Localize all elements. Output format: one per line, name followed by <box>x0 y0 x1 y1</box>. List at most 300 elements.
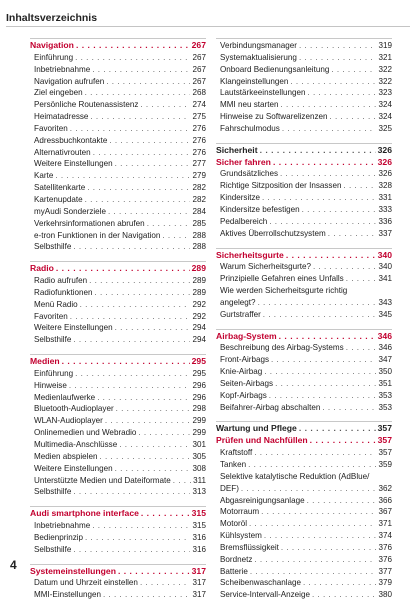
dot-leader <box>73 544 190 556</box>
toc-chapter-page: 346 <box>377 330 392 341</box>
section-divider <box>216 329 392 330</box>
dot-leader <box>140 99 190 111</box>
toc-section <box>30 564 206 602</box>
toc-column-left <box>30 38 206 609</box>
toc-entry[interactable] <box>30 194 206 206</box>
toc-entry[interactable] <box>216 495 392 507</box>
toc-entry-page: 294 <box>192 335 206 345</box>
toc-entry[interactable] <box>216 87 392 99</box>
toc-entry-label: Fahrschulmodus <box>220 123 280 133</box>
toc-chapter[interactable] <box>30 356 206 368</box>
dot-leader <box>282 123 377 135</box>
toc-entry-label: Alternativrouten <box>34 147 91 157</box>
dot-leader <box>299 423 376 435</box>
toc-entry-label: Service-Intervall-Anzeige <box>220 590 310 600</box>
dot-leader <box>56 263 190 275</box>
dot-leader <box>173 475 191 487</box>
dot-leader <box>254 447 376 459</box>
toc-entry[interactable] <box>30 532 206 544</box>
toc-part[interactable] <box>216 145 392 157</box>
toc-entry[interactable] <box>216 366 392 378</box>
toc-entry-label: Selbsthilfe <box>34 242 72 252</box>
dot-leader <box>313 261 376 273</box>
toc-entry-page: 292 <box>192 299 206 309</box>
toc-entry[interactable] <box>30 439 206 451</box>
dot-leader <box>90 111 190 123</box>
dot-leader <box>115 158 191 170</box>
toc-entry-label: Kraftstoff <box>220 448 253 458</box>
dot-leader <box>109 135 190 147</box>
toc-entry[interactable] <box>216 554 392 566</box>
dot-leader <box>258 297 377 309</box>
dot-leader <box>308 87 377 99</box>
toc-entry[interactable] <box>30 415 206 427</box>
dot-leader <box>138 427 190 439</box>
toc-entry[interactable] <box>216 577 392 589</box>
dot-leader <box>70 123 191 135</box>
toc-entry[interactable] <box>30 403 206 415</box>
toc-entry-label: Selbsthilfe <box>34 335 72 345</box>
toc-entry-page: 289 <box>192 287 206 297</box>
toc-entry[interactable] <box>30 368 206 380</box>
toc-entry[interactable] <box>216 542 392 554</box>
toc-entry[interactable] <box>216 390 392 402</box>
toc-chapter[interactable] <box>216 435 392 447</box>
dot-leader <box>141 508 190 520</box>
toc-entry-label: Inbetriebnahme <box>34 521 91 531</box>
toc-entry-label: Motoröl <box>220 519 247 529</box>
toc-entry-page: 341 <box>378 274 392 284</box>
toc-entry-page: 282 <box>192 194 206 204</box>
dot-leader <box>241 483 377 495</box>
toc-entry-line[interactable] <box>216 471 392 483</box>
toc-section <box>216 248 392 321</box>
toc-chapter[interactable] <box>30 263 206 275</box>
toc-entry[interactable] <box>216 123 392 135</box>
toc-entry[interactable] <box>216 483 392 495</box>
toc-entry-page: 288 <box>192 242 206 252</box>
toc-entry-page: 324 <box>378 100 392 110</box>
toc-entry[interactable] <box>30 135 206 147</box>
toc-chapter-label: Audi smartphone interface <box>30 508 139 519</box>
toc-entry-page: 321 <box>378 52 392 62</box>
dot-leader <box>73 486 190 498</box>
toc-entry-label: Selbsthilfe <box>34 487 72 497</box>
dot-leader <box>85 532 190 544</box>
dot-leader <box>106 76 190 88</box>
toc-chapter-label: Sicher fahren <box>216 156 271 167</box>
section-divider <box>30 506 206 507</box>
toc-entry-label: Kartenupdate <box>34 194 83 204</box>
toc-entry-label: Multimedia-Anschlüsse <box>34 440 118 449</box>
dot-leader <box>92 64 190 76</box>
toc-entry-line-label: Wie werden Sicherheitsgurte richtig <box>220 286 348 296</box>
toc-part-label: Wartung und Pflege <box>216 423 297 434</box>
toc-chapter[interactable] <box>216 331 392 343</box>
toc-entry[interactable] <box>30 111 206 123</box>
toc-chapter-page: 340 <box>377 249 392 260</box>
toc-entry[interactable] <box>216 204 392 216</box>
toc-entry-label: Persönliche Routenassistenz <box>34 100 139 110</box>
toc-entry[interactable] <box>216 378 392 390</box>
toc-entry[interactable] <box>216 447 392 459</box>
dot-leader <box>62 356 190 368</box>
toc-entry-label: DEF) <box>220 483 239 493</box>
toc-entry-page: 267 <box>192 76 206 86</box>
toc-entry-page: 366 <box>378 495 392 505</box>
toc-entry[interactable] <box>216 566 392 578</box>
toc-entry[interactable] <box>30 299 206 311</box>
toc-entry[interactable] <box>30 427 206 439</box>
toc-entry-page: 377 <box>378 566 392 576</box>
toc-entry[interactable] <box>30 158 206 170</box>
toc-entry-label: MMI-Einstellungen <box>34 590 102 600</box>
toc-entry[interactable] <box>30 287 206 299</box>
toc-entry-line-label: Selektive katalytische Reduktion (AdBlue/ <box>220 471 370 481</box>
dot-leader <box>280 168 376 180</box>
toc-entry-page: 276 <box>192 123 206 133</box>
toc-entry-page: 367 <box>378 507 392 517</box>
toc-entry[interactable] <box>216 180 392 192</box>
toc-chapter-page: 295 <box>191 356 206 367</box>
toc-entry-line[interactable] <box>216 285 392 297</box>
dot-leader <box>343 180 376 192</box>
toc-entry-page: 376 <box>378 542 392 552</box>
toc-entry-page: 324 <box>378 112 392 122</box>
toc-entry-page: 292 <box>192 311 206 321</box>
toc-entry-page: 267 <box>192 52 206 62</box>
toc-entry[interactable] <box>30 52 206 64</box>
toc-entry-label: Kindersitze befestigen <box>220 204 300 214</box>
toc-entry-label: Ziel eingeben <box>34 88 83 98</box>
toc-entry-label: Favoriten <box>34 123 68 133</box>
toc-entry[interactable] <box>30 123 206 135</box>
section-divider <box>30 564 206 565</box>
dot-leader <box>93 147 191 159</box>
toc-entry[interactable] <box>30 99 206 111</box>
toc-entry[interactable] <box>216 273 392 285</box>
header-rule <box>6 26 410 27</box>
toc-chapter[interactable] <box>216 250 392 262</box>
dot-leader <box>103 589 190 601</box>
dot-leader <box>95 287 191 299</box>
toc-section <box>216 143 392 240</box>
toc-entry-label: Datum und Uhrzeit einstellen <box>34 578 138 588</box>
toc-chapter[interactable] <box>30 566 206 578</box>
toc-chapter[interactable] <box>216 157 392 169</box>
toc-entry-page: 322 <box>378 76 392 86</box>
toc-entry[interactable] <box>216 297 392 309</box>
toc-entry[interactable] <box>216 76 392 88</box>
toc-entry[interactable] <box>30 64 206 76</box>
toc-chapter-label: Medien <box>30 356 60 367</box>
toc-entry-page: 325 <box>378 123 392 133</box>
toc-entry-page: 345 <box>378 309 392 319</box>
toc-section <box>216 421 392 601</box>
toc-entry-label: Richtige Sitzposition der Insassen <box>220 181 342 191</box>
toc-part-page: 326 <box>377 144 392 155</box>
dot-leader <box>162 230 190 242</box>
dot-leader <box>261 506 376 518</box>
toc-entry[interactable] <box>216 309 392 321</box>
dot-leader <box>73 241 190 253</box>
toc-part[interactable] <box>216 423 392 435</box>
dot-leader <box>271 354 376 366</box>
toc-entry-page: 294 <box>192 323 206 333</box>
toc-entry[interactable] <box>216 518 392 530</box>
toc-part-label: Sicherheit <box>216 144 258 155</box>
toc-entry-page: 296 <box>192 380 206 390</box>
toc-entry-page: 274 <box>192 100 206 110</box>
dot-leader <box>331 64 376 76</box>
toc-entry-page: 347 <box>378 355 392 365</box>
toc-entry[interactable] <box>216 342 392 354</box>
dot-leader <box>286 250 376 262</box>
toc-entry[interactable] <box>216 228 392 240</box>
toc-entry-label: Radiofunktionen <box>34 287 93 297</box>
dot-leader <box>69 380 191 392</box>
toc-entry[interactable] <box>216 402 392 414</box>
toc-entry[interactable] <box>30 544 206 556</box>
section-divider <box>30 261 206 262</box>
toc-entry[interactable] <box>30 520 206 532</box>
toc-entry-label: Batterie <box>220 566 248 576</box>
toc-entry[interactable] <box>216 589 392 601</box>
dot-leader <box>248 459 376 471</box>
toc-entry-label: Aktives Überrollschutzsystem <box>220 228 326 238</box>
toc-entry-label: Selbsthilfe <box>34 544 72 554</box>
toc-entry-label: Seiten-Airbags <box>220 378 274 388</box>
toc-entry-label: Front-Airbags <box>220 355 270 365</box>
dot-leader <box>116 403 191 415</box>
toc-entry-page: 301 <box>192 440 206 449</box>
dot-leader <box>105 415 191 427</box>
toc-entry-label: Einführung <box>34 368 74 378</box>
dot-leader <box>290 76 376 88</box>
toc-chapter-page: 357 <box>377 435 392 446</box>
toc-entry-label: Motorraum <box>220 507 260 517</box>
toc-entry-label: Grundsätzliches <box>220 169 279 179</box>
toc-entry[interactable] <box>216 40 392 52</box>
dot-leader <box>140 577 191 589</box>
dot-leader <box>275 378 376 390</box>
toc-entry-label: Navigation aufrufen <box>34 76 105 86</box>
dot-leader <box>115 322 191 334</box>
toc-entry[interactable] <box>30 322 206 334</box>
dot-leader <box>73 334 190 346</box>
toc-entry[interactable] <box>30 392 206 404</box>
toc-entry-label: Inbetriebnahme <box>34 64 91 74</box>
toc-entry-page: 317 <box>192 578 206 588</box>
toc-entry-label: Menü Radio <box>34 299 78 309</box>
toc-entry-label: Onlinemedien und Webradio <box>34 428 137 438</box>
toc-chapter-page: 289 <box>191 263 206 274</box>
toc-entry-page: 282 <box>192 183 206 193</box>
toc-entry-label: Bordnetz <box>220 554 253 564</box>
toc-entry-page: 275 <box>192 112 206 122</box>
toc-entry-label: Beifahrer-Airbag abschalten <box>220 402 321 412</box>
toc-entry[interactable] <box>30 170 206 182</box>
toc-entry[interactable] <box>30 147 206 159</box>
toc-chapter[interactable] <box>30 40 206 52</box>
toc-entry-page: 305 <box>192 451 206 461</box>
toc-entry-label: Scheibenwaschanlage <box>220 578 301 588</box>
toc-entry-label: MMI neu starten <box>220 100 279 110</box>
dot-leader <box>281 542 377 554</box>
dot-leader <box>346 342 377 354</box>
toc-entry[interactable] <box>216 216 392 228</box>
toc-section <box>216 38 392 135</box>
toc-entry-label: Favoriten <box>34 311 68 321</box>
toc-entry-page: 308 <box>192 463 206 473</box>
toc-entry-label: Beschreibung des Airbag-Systems <box>220 343 344 353</box>
toc-entry-label: Kühlsystem <box>220 531 262 541</box>
toc-entry-page: 359 <box>378 460 392 469</box>
toc-entry[interactable] <box>216 459 392 471</box>
toc-entry-page: 276 <box>192 135 206 145</box>
dot-leader <box>89 275 190 287</box>
toc-entry-label: Pedalbereich <box>220 216 268 226</box>
toc-entry[interactable] <box>30 451 206 463</box>
toc-entry[interactable] <box>30 486 206 498</box>
toc-section <box>30 506 206 555</box>
dot-leader <box>269 390 377 402</box>
toc-entry-page: 313 <box>192 487 206 497</box>
toc-entry-label: Weitere Einstellungen <box>34 463 113 473</box>
dot-leader <box>99 451 190 463</box>
toc-entry[interactable] <box>30 87 206 99</box>
toc-entry[interactable] <box>30 589 206 601</box>
toc-chapter-label: Navigation <box>30 40 74 50</box>
toc-entry-label: Bedienprinzip <box>34 532 84 542</box>
toc-entry[interactable] <box>30 206 206 218</box>
toc-entry-page: 343 <box>378 297 392 307</box>
section-divider <box>216 143 392 144</box>
toc-chapter-label: Sicherheitsgurte <box>216 249 284 260</box>
toc-chapter-page: 267 <box>191 40 206 50</box>
toc-entry-label: Bluetooth-Audioplayer <box>34 404 114 414</box>
toc-entry-label: Weitere Einstellungen <box>34 323 113 333</box>
toc-entry-page: 362 <box>378 483 392 493</box>
toc-entry-label: Kindersitze <box>220 193 261 203</box>
dot-leader <box>75 52 190 64</box>
toc-entry-page: 333 <box>378 204 392 214</box>
dot-leader <box>75 368 190 380</box>
dot-leader <box>328 228 377 240</box>
toc-column-right <box>216 38 392 609</box>
dot-leader <box>302 204 377 216</box>
toc-chapter-label: Airbag-System <box>216 330 277 341</box>
toc-entry[interactable] <box>216 530 392 542</box>
toc-entry[interactable] <box>30 311 206 323</box>
toc-chapter[interactable] <box>30 508 206 520</box>
toc-chapter-page: 326 <box>377 156 392 167</box>
toc-entry-page: 288 <box>192 230 206 240</box>
toc-section <box>216 329 392 414</box>
toc-entry[interactable] <box>216 506 392 518</box>
toc-entry-label: Karte <box>34 171 54 181</box>
toc-entry-label: Klangeinstellungen <box>220 76 289 86</box>
dot-leader <box>254 554 376 566</box>
dot-leader <box>249 518 376 530</box>
toc-entry-page: 299 <box>192 416 206 426</box>
toc-entry[interactable] <box>216 192 392 204</box>
toc-entry-page: 371 <box>378 519 392 529</box>
toc-entry-page: 353 <box>378 390 392 400</box>
toc-section <box>30 261 206 346</box>
toc-entry-label: Lautstärkeeinstellungen <box>220 88 306 98</box>
dot-leader <box>303 577 376 589</box>
toc-entry[interactable] <box>216 52 392 64</box>
toc-entry-page: 346 <box>378 343 392 353</box>
dot-leader <box>250 566 377 578</box>
dot-leader <box>280 99 376 111</box>
toc-entry-label: Hinweise <box>34 380 67 390</box>
toc-entry-page: 296 <box>192 392 206 402</box>
toc-chapter-label: Prüfen und Nachfüllen <box>216 435 308 446</box>
toc-entry-page: 299 <box>192 428 206 438</box>
toc-entry-page: 380 <box>378 590 392 600</box>
toc-entry-label: Medien abspielen <box>34 451 98 461</box>
dot-leader <box>299 40 377 52</box>
toc-entry-label: Verbindungsmanager <box>220 41 297 50</box>
toc-section <box>30 354 206 498</box>
toc-entry-page: 317 <box>192 590 206 600</box>
toc-entry-page: 357 <box>378 448 392 458</box>
dot-leader <box>92 520 190 532</box>
toc-entry[interactable] <box>30 577 206 589</box>
dot-leader <box>262 192 376 204</box>
toc-entry[interactable] <box>30 475 206 487</box>
toc-chapter-page: 317 <box>191 565 206 576</box>
dot-leader <box>264 530 377 542</box>
toc-entry-page: 337 <box>378 228 392 238</box>
toc-entry[interactable] <box>30 275 206 287</box>
toc-entry[interactable] <box>216 64 392 76</box>
toc-entry-page: 322 <box>378 64 392 74</box>
toc-entry[interactable] <box>30 230 206 242</box>
toc-entry[interactable] <box>30 76 206 88</box>
toc-entry[interactable] <box>216 111 392 123</box>
toc-entry[interactable] <box>30 182 206 194</box>
page-number: 4 <box>10 558 17 572</box>
toc-entry[interactable] <box>216 99 392 111</box>
toc-section <box>30 38 206 253</box>
toc-entry[interactable] <box>30 241 206 253</box>
toc-entry[interactable] <box>216 168 392 180</box>
toc-entry[interactable] <box>30 380 206 392</box>
section-divider <box>216 248 392 249</box>
toc-entry-label: Kopf-Airbags <box>220 390 267 400</box>
toc-entry-label: Verkehrsinformationen abrufen <box>34 218 145 228</box>
dot-leader <box>322 402 376 414</box>
toc-chapter-label: Systemeinstellungen <box>30 565 116 576</box>
dot-leader <box>85 87 191 99</box>
toc-entry[interactable] <box>216 354 392 366</box>
toc-entry-label: angelegt? <box>220 297 256 307</box>
toc-entry-label: Prinzipielle Gefahren eines Unfalls <box>220 274 344 284</box>
toc-entry-page: 319 <box>378 41 392 50</box>
toc-entry-label: Medienlaufwerke <box>34 392 96 402</box>
dot-leader <box>70 311 191 323</box>
toc-entry[interactable] <box>30 463 206 475</box>
toc-entry[interactable] <box>30 218 206 230</box>
toc-entry[interactable] <box>216 261 392 273</box>
dot-leader <box>108 206 191 218</box>
toc-entry-label: Hinweise zu Softwarelizenzen <box>220 112 328 122</box>
toc-part-page: 357 <box>377 423 392 434</box>
toc-entry[interactable] <box>30 334 206 346</box>
